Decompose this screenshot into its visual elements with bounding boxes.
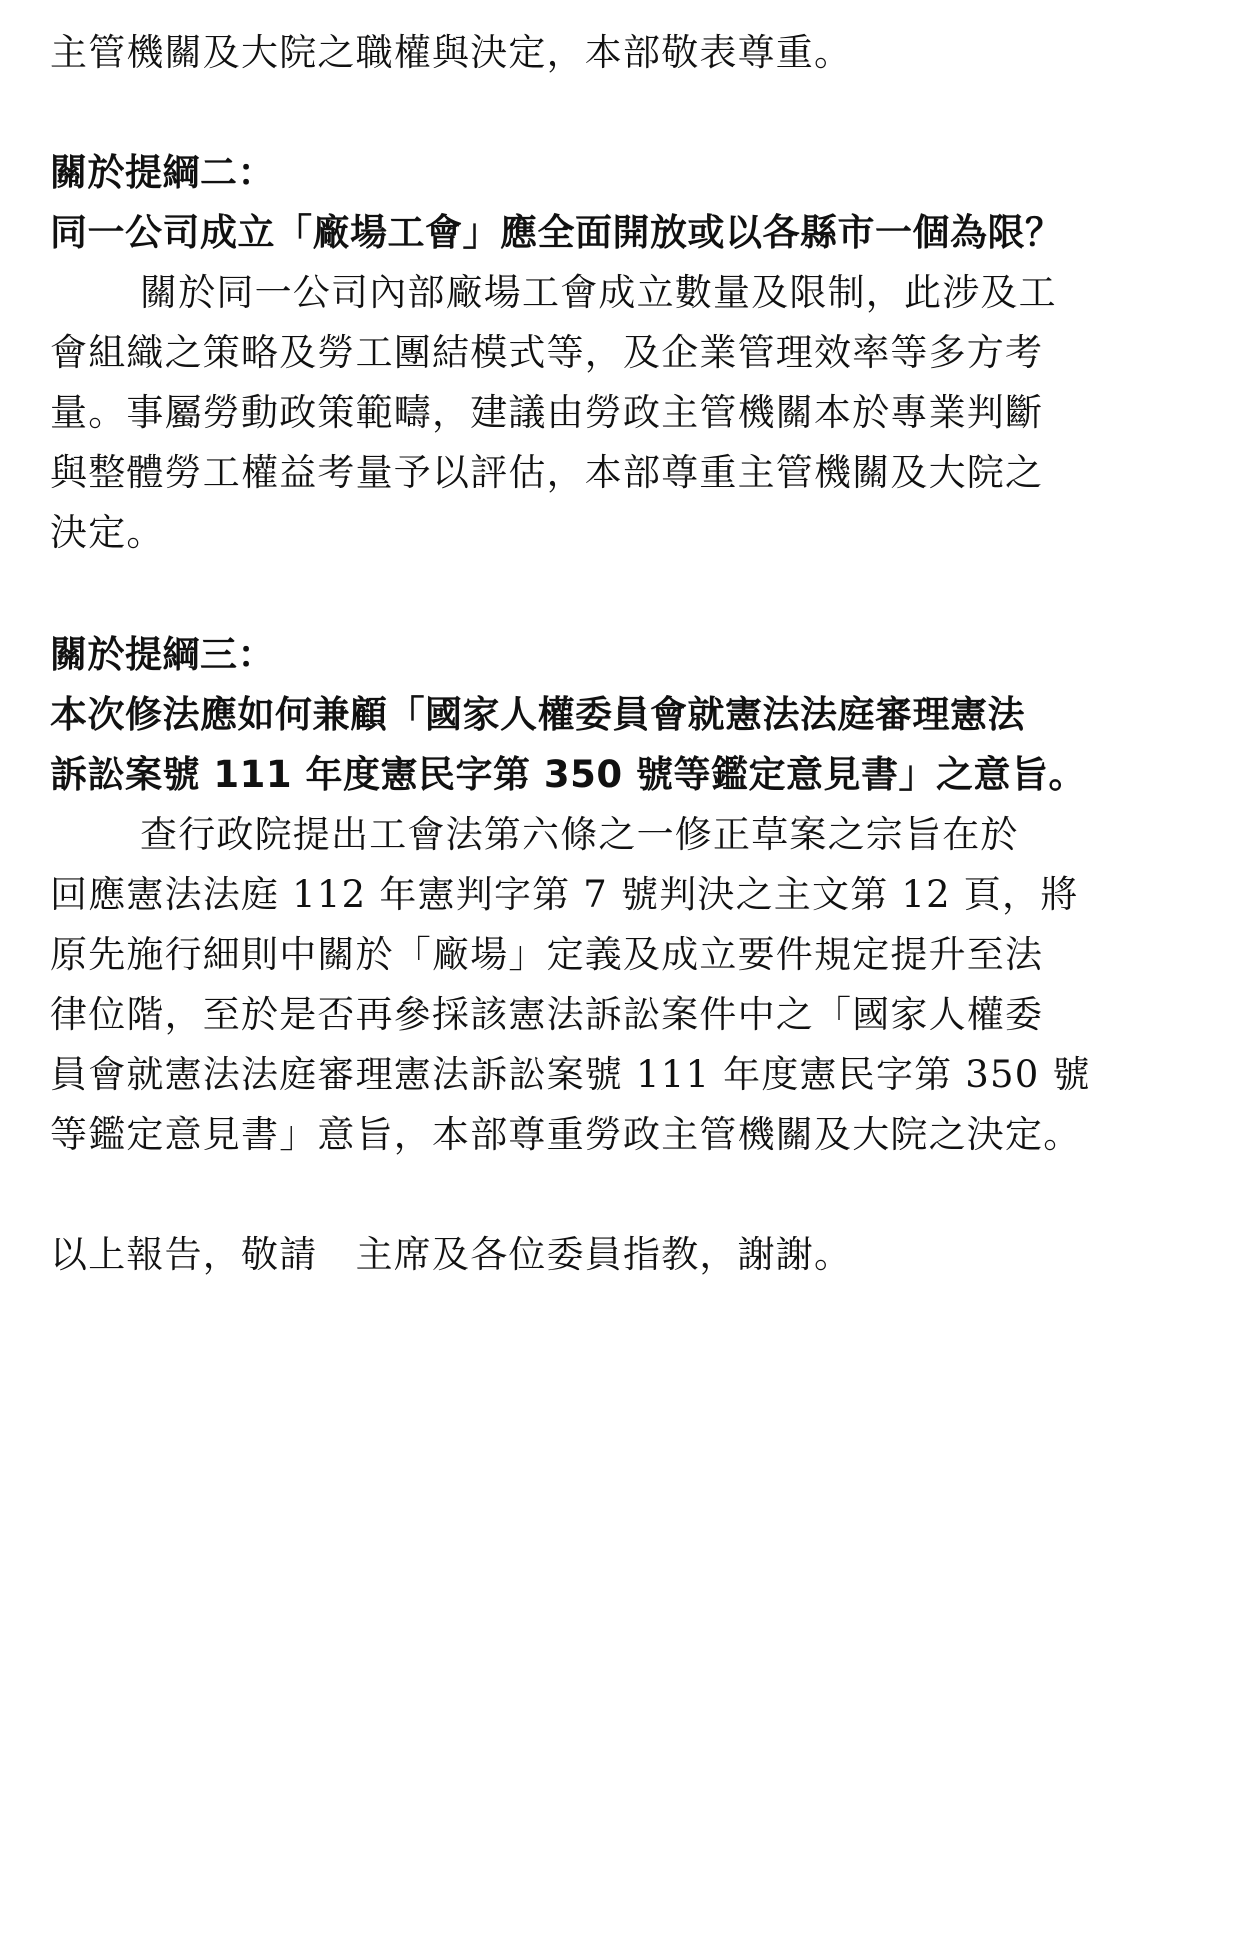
section2-question: 同一公司成立「廠場工會」應全面開放或以各縣市一個為限？: [50, 211, 1063, 254]
section3-body-line: 原先施行細則中關於「廠場」定義及成立要件規定提升至法: [50, 933, 1044, 976]
section2-body-line: 會組織之策略及勞工團結模式等，及企業管理效率等多方考: [50, 331, 1044, 374]
section3-body-line: 查行政院提出工會法第六條之一修正草案之宗旨在於: [140, 813, 1019, 856]
section2-body-line: 決定。: [50, 511, 165, 554]
section3-heading: 關於提綱三：: [50, 633, 275, 676]
section2-body-line: 與整體勞工權益考量予以評估，本部尊重主管機關及大院之: [50, 451, 1044, 494]
section2-body-line: 關於同一公司內部廠場工會成立數量及限制，此涉及工: [140, 271, 1057, 314]
section2-body-line: 量。事屬勞動政策範疇，建議由勞政主管機關本於專業判斷: [50, 391, 1044, 434]
section3-body-line: 等鑑定意見書」意旨，本部尊重勞政主管機關及大院之決定。: [50, 1113, 1082, 1156]
intro-line: 主管機關及大院之職權與決定，本部敬表尊重。: [50, 31, 853, 74]
section3-body-line: 員會就憲法法庭審理憲法訴訟案號 111 年度憲民字第 350 號: [50, 1053, 1091, 1096]
section3-question-line: 本次修法應如何兼顧「國家人權委員會就憲法法庭審理憲法: [50, 693, 1025, 736]
section3-body-line: 回應憲法法庭 112 年憲判字第 7 號判決之主文第 12 頁，將: [50, 873, 1079, 916]
section3-question-line: 訴訟案號 111 年度憲民字第 350 號等鑑定意見書」之意旨。: [50, 753, 1086, 796]
closing-line: 以上報告，敬請 主席及各位委員指教，謝謝。: [50, 1233, 853, 1276]
section2-heading: 關於提綱二：: [50, 151, 275, 194]
section3-body-line: 律位階，至於是否再參採該憲法訴訟案件中之「國家人權委: [50, 993, 1044, 1036]
